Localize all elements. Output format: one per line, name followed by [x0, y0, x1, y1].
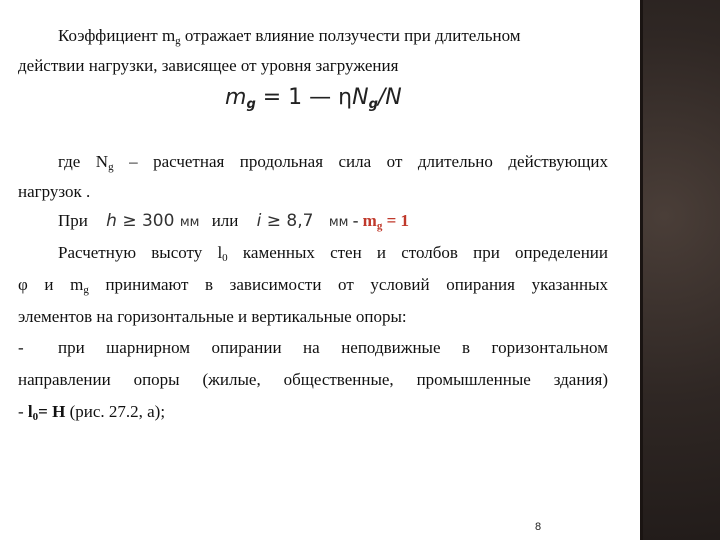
para1-line1: Коэффициент $m_g$ отражает влияние ползучести при длительном	[58, 26, 521, 47]
para1-line2: действии нагрузки, зависящее от уровня загружения	[18, 56, 399, 75]
condition-line: При h ≥ 300 мм или i ≥ 8,7 мм - $m_g = 1$	[58, 211, 410, 232]
page-number: 8	[535, 521, 542, 533]
para2-line2: нагрузок .	[18, 182, 91, 201]
para2-line1: где $N_g$ – расчетная продольная сила от длительно действующих	[58, 152, 608, 173]
decorative-sidebar	[640, 0, 720, 540]
sidebar-edge	[640, 0, 643, 540]
bullet-line1: - при шарнирном опирании на неподвижные в горизонтальном	[18, 338, 608, 357]
para3-line2: φ и $m_g$ принимают в зависимости от условий опирания указанных	[18, 275, 608, 296]
formula-mg: $m_g = 1$ — $\eta N_g/N$	[225, 85, 402, 112]
bullet-line3: - $l_0= H$ (рис. 27.2, а);	[18, 402, 166, 423]
para3-line3: элементов на горизонтальные и вертикальные опоры:	[18, 307, 407, 326]
para3-line1: Расчетную высоту $l_0$ каменных стен и столбов при определении	[58, 243, 608, 264]
bullet-line2: направлении опоры (жилые, общественные, промышленные здания)	[18, 370, 608, 389]
